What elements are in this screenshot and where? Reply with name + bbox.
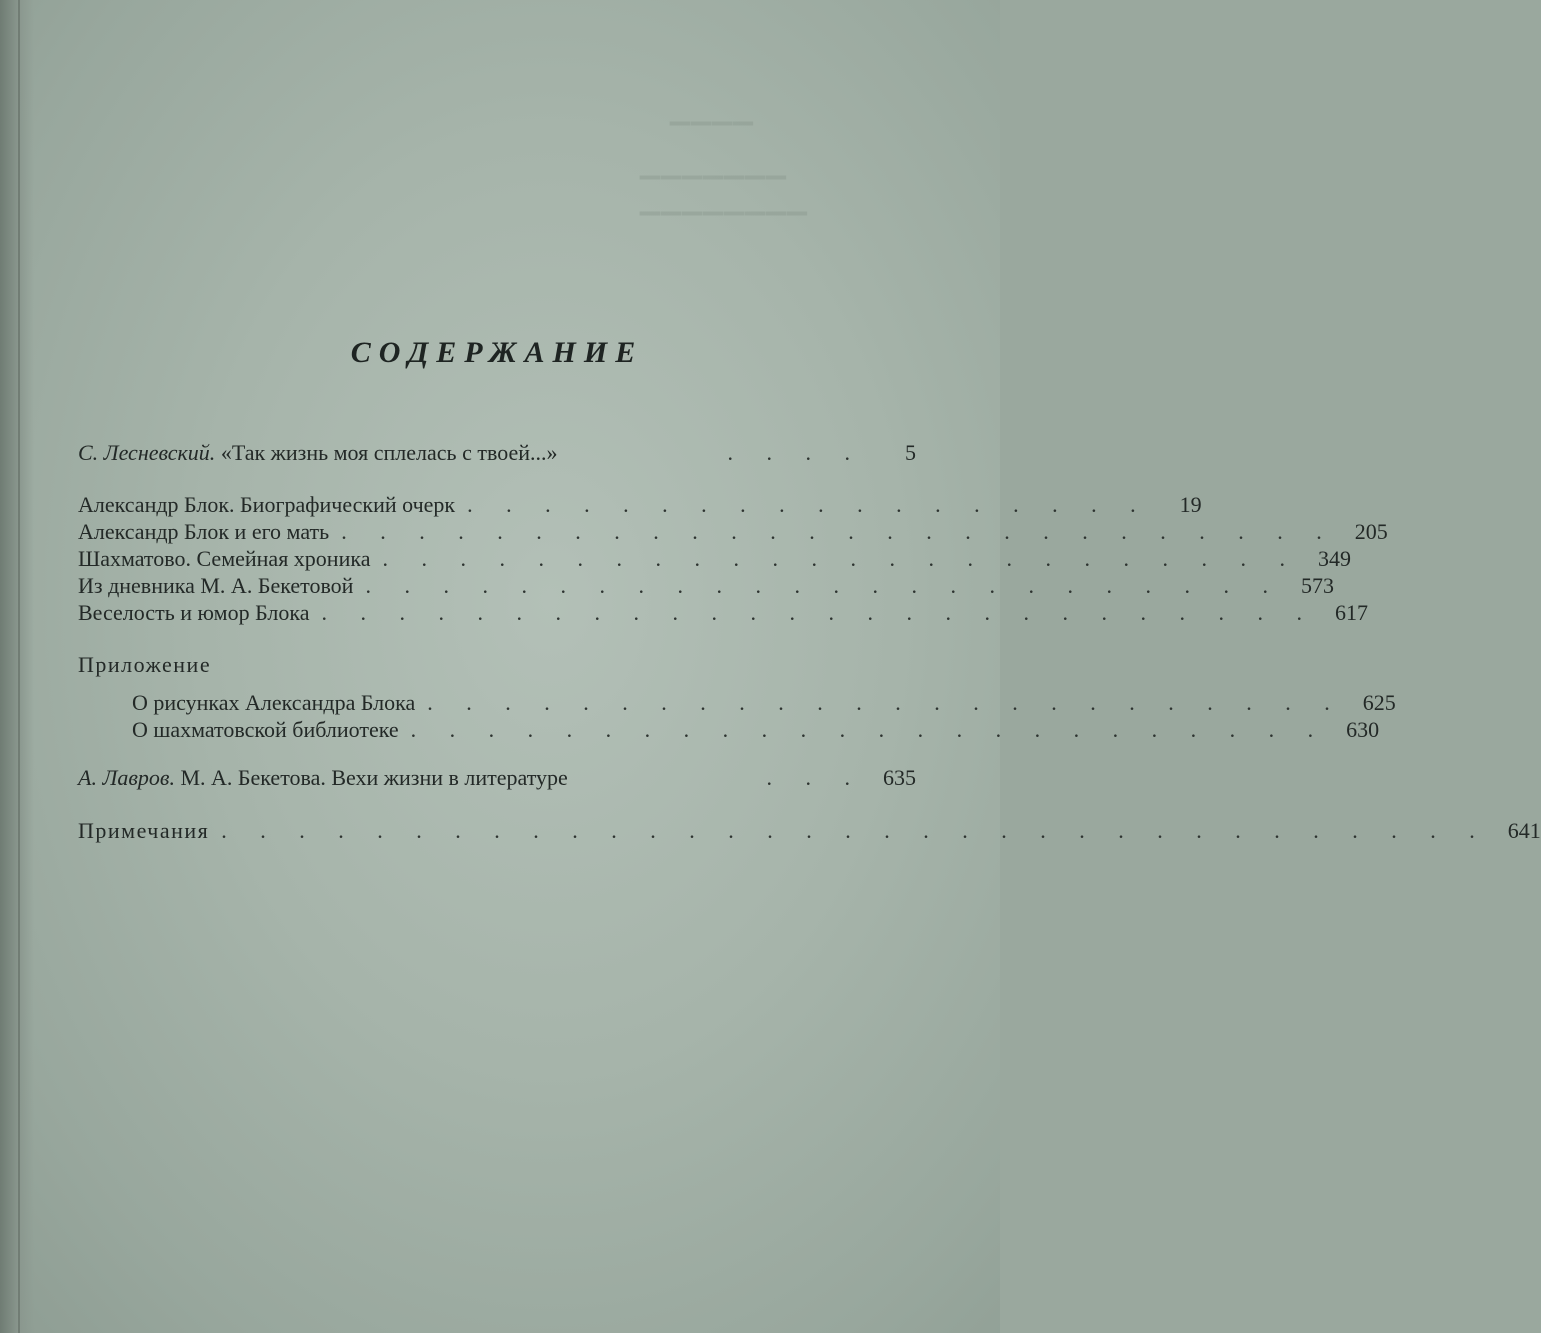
toc-page-number: 617 <box>1335 600 1369 625</box>
toc-page-number: 635 <box>883 765 916 790</box>
dot-leader: . . . . . . . . . . . . . . . . . . . . . . . . . . <box>321 600 1317 625</box>
show-through-text-2: ▁▁▁▁▁▁▁ <box>640 150 787 179</box>
toc-entry-notes <box>78 818 1541 848</box>
toc-entry-title: О шахматовской библиотеке <box>132 717 399 742</box>
toc-entry-drawings <box>78 690 1396 720</box>
dot-leader: . . . . . . . . . . . . . . . . . . . . . . . . <box>365 573 1282 598</box>
toc-entry-shakhmatovo <box>78 546 1351 576</box>
toc-entry-mother <box>78 519 1388 549</box>
toc-entry-title: Веселость и юмор Блока <box>78 600 310 625</box>
dot-leader: . . . . . . . . . . . . . . . . . . . . . . . . <box>382 546 1299 571</box>
toc-entry-title: Александр Блок. Биографический очерк <box>78 492 456 517</box>
dot-leader: . . . <box>766 765 864 790</box>
page-title: СОДЕРЖАНИЕ <box>350 336 644 369</box>
toc-entry-author: А. Лавров. <box>78 765 175 790</box>
appendix-heading: Приложение <box>78 652 212 677</box>
toc-page-number: 641 <box>1507 818 1541 843</box>
toc-page-number: 349 <box>1317 546 1351 571</box>
toc-entry-afterword <box>78 765 916 795</box>
toc-entry-title: Примечания <box>78 818 210 843</box>
toc-page-number: 205 <box>1354 519 1388 544</box>
toc-entry-library <box>78 717 1380 747</box>
toc-page-number: 625 <box>1362 690 1396 715</box>
dot-leader: . . . . . . . . . . . . . . . . . . . . . . . . . . <box>341 519 1336 544</box>
dot-leader: . . . . . . . . . . . . . . . . . . . . . . . . <box>410 717 1328 742</box>
toc-page-number: 630 <box>1346 717 1380 742</box>
toc-entry-biography <box>78 492 1202 522</box>
dot-leader: . . . . . . . . . . . . . . . . . . . . . . . . <box>427 690 1344 715</box>
dot-leader: . . . . <box>727 440 864 465</box>
toc-entry-title: Из дневника М. А. Бекетовой <box>78 573 354 598</box>
toc-entry-intro <box>78 440 916 470</box>
toc-page-number: 573 <box>1300 573 1334 598</box>
toc-entry-title: «Так жизнь моя сплелась с твоей...» <box>220 440 558 465</box>
toc-entry-diary <box>78 573 1334 603</box>
toc-entry-humor <box>78 600 1369 630</box>
toc-entry-title: Александр Блок и его мать <box>78 519 330 544</box>
toc-entry-label <box>78 440 558 466</box>
dot-leader: . . . . . . . . . . . . . . . . . . . . . . . . . . . . . . . . . <box>221 818 1489 843</box>
toc-entry-label <box>78 765 568 791</box>
toc-entry-title: Шахматово. Семейная хроника <box>78 546 371 571</box>
book-spine-shadow <box>0 0 34 1333</box>
toc-entry-author: С. Лесневский. <box>78 440 216 465</box>
toc-entry-title: М. А. Бекетова. Вехи жизни в литературе <box>180 765 568 790</box>
show-through-text-1: ▁▁▁▁ <box>670 96 754 125</box>
toc-page-number: 19 <box>1179 492 1202 517</box>
table-of-contents <box>78 0 1541 1333</box>
toc-entry-title: О рисунках Александра Блока <box>132 690 416 715</box>
show-through-text-3: ▁▁▁▁▁▁▁▁ <box>640 186 808 215</box>
dot-leader: . . . . . . . . . . . . . . . . . . <box>467 492 1150 517</box>
book-spine-edge <box>18 0 20 1333</box>
toc-page-number: 5 <box>905 440 916 465</box>
